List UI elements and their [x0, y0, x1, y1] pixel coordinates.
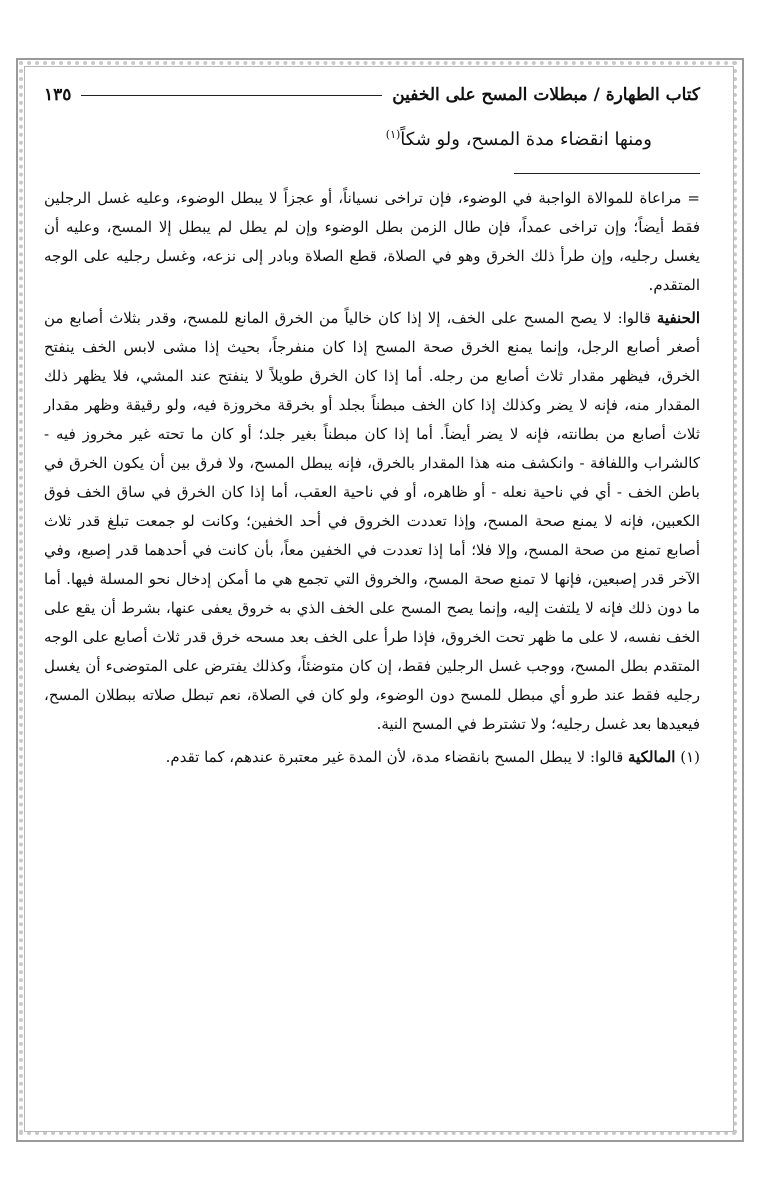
footnotes — [44, 184, 700, 776]
book-page — [44, 80, 700, 1120]
hanafi-text: قالوا: لا يصح المسح على الخف، إلا إذا كان خالياً من الخرق المانع للمسح، وقدر بثلاث أصابع من أصغر أصابع الرجل، وإنما يمنع الخرق صحة المسح إذا كان منفرجاً، بحيث إذا مشى لابس الخف ينفتح الخرق، فيظهر مقدار ثلاث أصابع من رجله. أما إذا كان الخرق طويلاً لا ينفتح عند المشي، فلا يظهر ذلك المقدار منه، فإنه لا يضر وكذلك إذا كان الخف مبطناً بجلد أو بخرقة مخروزة فيه، ولو رقيقة وظهر مقدار ثلاث أصابع من بطانته، فإنه لا يضر أيضاً. أما إذا كان مبطناً بغير جلد؛ أو كان ما تحته غير مخروز فيه - كالشراب واللفافة - وانكشف منه هذا المقدار بالخرق، فإنه يبطل المسح، ولا فرق بين أن يكون الخرق في باطن الخف - أي في ناحية نعله - أو ظاهره، أو في ناحية العقب، أما إذا كان الخرق في ساق الخف فوق الكعبين، فإنه لا يمنع صحة المسح، وإذا تعددت الخروق في أحد الخفين؛ وكانت لو جمعت تبلغ قدر ثلاث أصابع تمنع من صحة المسح، وإلا فلا؛ أما إذا تعددت في الخفين معاً، بأن كانت في أحدهما قدر إصبع، وفي الآخر قدر إصبعين، فإنها لا تمنع صحة المسح، والخروق التي تجمع هي ما أمكن إدخال نحو المسلة فيها. أما ما دون ذلك فإنه لا يلتفت إليه، وإنما يصح المسح على الخف الذي به خروق يعفى عنها، بشرط أن يقع على الخف نفسه، لا على ما ظهر تحت الخروق، فإذا طرأ على الخف بعد مسحه خرق قدر ثلاث أصابع على الوجه المتقدم بطل المسح، ووجب غسل الرجلين فقط، إن كان متوضئاً، وكذلك يفترض على المتوضىء أن يغسل رجليه فقط عند طرو أي مبطل للمسح دون الوضوء، ولو كان في الصلاة، نعم تبطل صلاته ببطلان المسح، فيعيدها بعد غسل رجليه؛ ولا تشترط في المسح النية. — [44, 309, 700, 733]
main-text — [44, 120, 652, 155]
footnote-1 — [44, 743, 700, 772]
footnote-continuation: = مراعاة للموالاة الواجبة في الوضوء، فإن تراخى نسياناً، أو عجزاً لا يبطل الوضوء، وعليه غسل الرجلين فقط أيضاً؛ وإن تراخى عمداً، فإن طال الزمن بطل الوضوء وإن لم يطل لم يبطل إلا المسح، وعليه أن يغسل رجليه، وإن طرأ ذلك الخرق وهو في الصلاة، قطع الصلاة وبادر إلى نزعه، وغسل رجليه على الوجه المتقدم. — [44, 189, 700, 294]
running-header — [44, 80, 700, 110]
main-text-line: ومنها انقضاء مدة المسح، ولو شكاً — [400, 129, 652, 150]
footnote-hanafi — [44, 304, 700, 739]
page-number: ١٣٥ — [44, 85, 72, 105]
header-title: كتاب الطهارة / مبطلات المسح على الخفين — [392, 85, 700, 105]
footnote-separator — [514, 173, 700, 174]
footnote-1-number: (١) — [675, 748, 700, 766]
maliki-label: المالكية — [628, 748, 676, 766]
hanafi-label: الحنفية — [656, 309, 700, 327]
maliki-text: قالوا: لا يبطل المسح بانقضاء مدة، لأن المدة غير معتبرة عندهم، كما تقدم. — [165, 748, 629, 766]
footnote-ref: (١) — [385, 128, 401, 141]
header-rule — [81, 95, 382, 96]
